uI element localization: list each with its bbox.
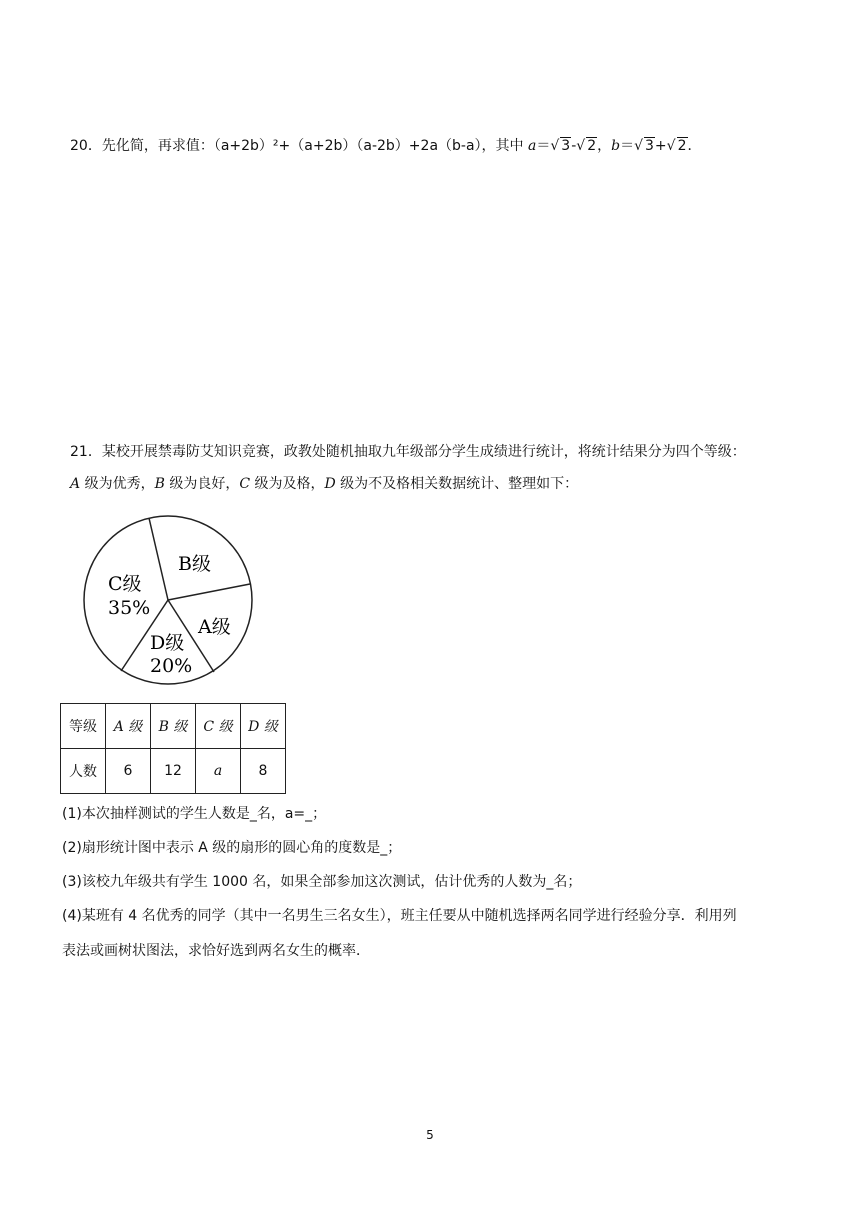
question-21-line2 xyxy=(70,474,578,494)
grade-b-desc: 级为良好， xyxy=(164,476,240,492)
pie-label-b: B级 xyxy=(178,553,211,575)
q20-b-eq: ＝ xyxy=(620,138,635,154)
table-cell: 6 xyxy=(106,749,151,794)
q20-end: ． xyxy=(687,138,702,154)
table-header-cell: D 级 xyxy=(241,704,286,749)
table-cell: 人数 xyxy=(61,749,106,794)
sqrt-2-b: √ 2 xyxy=(666,138,687,154)
sqrt-3-a: √ 3 xyxy=(550,138,571,154)
grade-table xyxy=(60,703,286,794)
subquestion-3: (3)该校九年级共有学生 1000 名，如果全部参加这次测试，估计优秀的人数为_名； xyxy=(62,874,582,890)
table-header-cell: C 级 xyxy=(196,704,241,749)
pie-label-d: D级 xyxy=(150,632,185,654)
table-cell: a xyxy=(196,749,241,794)
q20-number: 20． xyxy=(70,138,102,154)
q20-b-var: b xyxy=(611,138,621,154)
table-row xyxy=(61,704,286,749)
pie-chart xyxy=(80,514,260,690)
grade-c-desc: 级为及格， xyxy=(250,476,325,492)
q20-separator: ， xyxy=(597,138,612,154)
subquestion-4-line2: 表法或画树状图法，求恰好选到两名女生的概率． xyxy=(62,943,370,959)
question-20 xyxy=(70,136,702,156)
q20-a-var: a xyxy=(528,138,537,154)
grade-b-letter: B xyxy=(154,476,165,492)
question-21-line1: 21．某校开展禁毒防艾知识竞赛，政教处随机抽取九年级部分学生成绩进行统计，将统计结果分为四个等级： xyxy=(70,444,746,460)
table-cell: 12 xyxy=(151,749,196,794)
table-header-cell: A 级 xyxy=(106,704,151,749)
q20-expression: （a+2b）²+（a+2b）（a-2b）+2a（b-a） xyxy=(213,138,482,154)
pie-pct-c: 35% xyxy=(108,597,151,619)
grade-d-desc: 级为不及格相关数据统计、整理如下： xyxy=(335,476,579,492)
grade-a-desc: 级为优秀， xyxy=(80,476,155,492)
subquestion-4-line1: (4)某班有 4 名优秀的同学（其中一名男生三名女生），班主任要从中随机选择两名同学进行经验分享．利用列 xyxy=(62,908,737,924)
sqrt-2-a: √ 2 xyxy=(576,138,597,154)
subquestion-2: (2)扇形统计图中表示 A 级的扇形的圆心角的度数是_； xyxy=(62,840,402,856)
q20-minus: - xyxy=(571,138,577,154)
sqrt-3-b: √ 3 xyxy=(634,138,654,154)
pie-label-c: C级 xyxy=(108,573,142,595)
pie-pct-d: 20% xyxy=(150,655,193,677)
table-cell: 8 xyxy=(241,749,286,794)
pie-label-a: A级 xyxy=(198,616,231,638)
table-header-cell: B 级 xyxy=(151,704,196,749)
subquestion-1: (1)本次抽样测试的学生人数是_名，a=_； xyxy=(62,806,327,822)
grade-a-letter: A xyxy=(70,476,81,492)
page-number: 5 xyxy=(426,1128,434,1142)
table-header-cell: 等级 xyxy=(61,704,106,749)
q20-prompt: 先化简，再求值： xyxy=(101,138,214,154)
q20-where: ，其中 xyxy=(481,138,524,154)
grade-c-letter: C xyxy=(239,476,251,492)
grade-d-letter: D xyxy=(324,476,336,492)
q20-a-eq: ＝ xyxy=(536,138,551,154)
q20-plus: + xyxy=(654,138,667,154)
table-row xyxy=(61,749,286,794)
